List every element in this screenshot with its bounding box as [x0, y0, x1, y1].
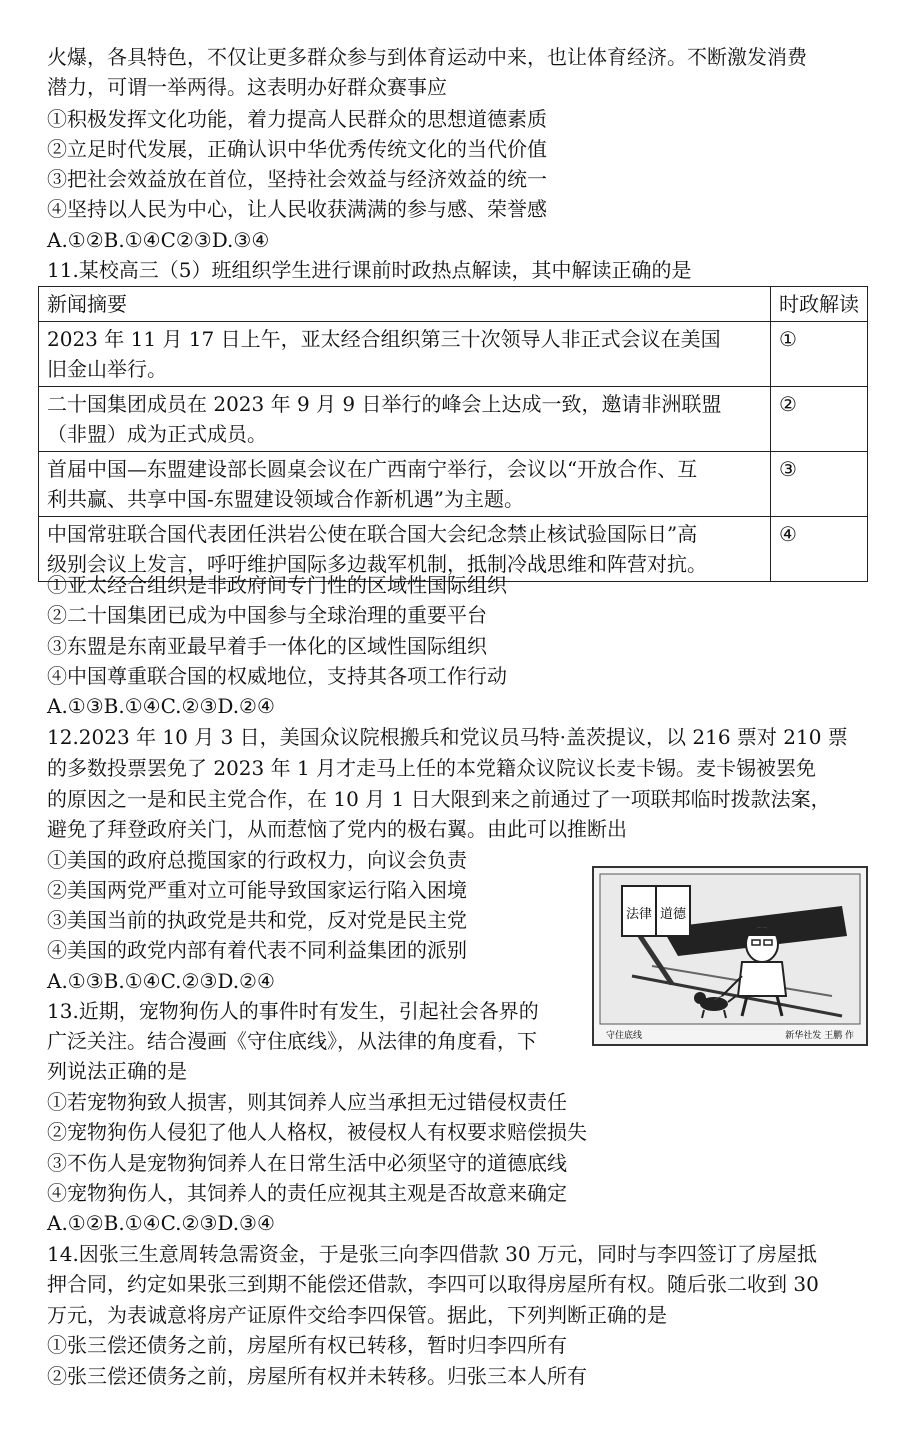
- q14-line-3: 万元，为表诚意将房产证原件交给李四保管。据此，下列判断正确的是: [47, 1303, 667, 1327]
- q13-line-3: 列说法正确的是: [47, 1059, 187, 1083]
- news-line: 级别会议上发言，呼吁维护国际多边裁军机制，抵制冷战思维和阵营对抗。: [47, 552, 707, 576]
- table-row: [39, 322, 868, 387]
- q11-stem: 11.某校高三（5）班组织学生进行课前时政热点解读，其中解读正确的是: [47, 258, 692, 282]
- news-line: 二十国集团成员在 2023 年 9 月 9 日举行的峰会上达成一致，邀请非洲联盟: [47, 392, 722, 416]
- q14-line-1: 14.因张三生意周转急需资金，于是张三向李四借款 30 万元，同时与李四签订了房屋抵: [47, 1242, 817, 1266]
- q12-option-1: ①美国的政府总揽国家的行政权力，向议会负责: [47, 848, 467, 872]
- q13-option-4: ④宠物狗伤人，其饲养人的责任应视其主观是否故意来确定: [47, 1181, 567, 1205]
- intro-option-4: ④坚持以人民为中心，让人民收获满满的参与感、荣誉感: [47, 197, 547, 221]
- header-news: 新闻摘要: [39, 287, 771, 322]
- q14-option-1: ①张三偿还债务之前，房屋所有权已转移，暂时归李四所有: [47, 1333, 567, 1357]
- cartoon-caption: 守住底线: [606, 1031, 643, 1041]
- table-row: [39, 452, 868, 517]
- reading-number: ③: [771, 452, 868, 517]
- q11-option-4: ④中国尊重联合国的权威地位，支持其各项工作行动: [47, 664, 507, 688]
- cartoon-image: [592, 866, 868, 1046]
- q14-line-2: 押合同，约定如果张三到期不能偿还借款，李四可以取得房屋所有权。随后张二收到 30: [47, 1272, 819, 1296]
- news-cell: [39, 452, 771, 517]
- q13-line-2: 广泛关注。结合漫画《守住底线》，从法律的角度看，下: [47, 1029, 537, 1053]
- reading-number: ②: [771, 387, 868, 452]
- q12-line-3: 的原因之一是和民主党合作，在 10 月 1 日大限到来之前通过了一项联邦临时拨款法案，: [47, 787, 831, 811]
- news-line: 中国常驻联合国代表团任洪岩公使在联合国大会纪念禁止核试验国际日”高: [47, 522, 698, 546]
- table-row: [39, 387, 868, 452]
- q13-line-1: 13.近期，宠物狗伤人的事件时有发生，引起社会各界的: [47, 999, 539, 1023]
- book-label-morality: 道德: [659, 907, 687, 922]
- q11-option-2: ②二十国集团已成为中国参与全球治理的重要平台: [47, 603, 487, 627]
- book-label-law: 法律: [625, 907, 653, 922]
- cartoon-credit: 新华社发 王鹏 作: [785, 1031, 854, 1041]
- q12-line-2: 的多数投票罢免了 2023 年 1 月才走马上任的本党籍众议院议长麦卡锡。麦卡锡被罢免: [47, 756, 817, 780]
- q12-choices: A.①③B.①④C.②③D.②④: [47, 969, 275, 993]
- intro-option-3: ③把社会效益放在首位，坚持社会效益与经济效益的统一: [47, 167, 547, 191]
- q13-option-2: ②宠物狗伤人侵犯了他人人格权，被侵权人有权要求赔偿损失: [47, 1120, 587, 1144]
- q12-option-2: ②美国两党严重对立可能导致国家运行陷入困境: [47, 878, 467, 902]
- reading-number: ①: [771, 322, 868, 387]
- q14-option-2: ②张三偿还债务之前，房屋所有权并未转移。归张三本人所有: [47, 1364, 587, 1388]
- intro-option-1: ①积极发挥文化功能，着力提高人民群众的思想道德素质: [47, 107, 547, 131]
- news-table: [38, 286, 868, 582]
- news-cell: [39, 387, 771, 452]
- news-line: 旧金山举行。: [47, 357, 167, 381]
- table-header-row: [39, 287, 868, 322]
- news-line: （非盟）成为正式成员。: [47, 422, 267, 446]
- q12-option-4: ④美国的政党内部有着代表不同利益集团的派别: [47, 938, 467, 962]
- cartoon-illustration: [592, 866, 868, 1046]
- news-cell: [39, 322, 771, 387]
- q12-line-4: 避免了拜登政府关门，从而惹恼了党内的极右翼。由此可以推断出: [47, 817, 627, 841]
- q13-choices: A.①②B.①④C.②③D.③④: [47, 1211, 275, 1235]
- book-icon: [622, 886, 690, 936]
- q13-option-1: ①若宠物狗致人损害，则其饲养人应当承担无过错侵权责任: [47, 1090, 567, 1114]
- news-line: 2023 年 11 月 17 日上午，亚太经合组织第三十次领导人非正式会议在美国: [47, 327, 721, 351]
- intro-choices: A.①②B.①④C②③D.③④: [47, 228, 270, 252]
- intro-option-2: ②立足时代发展，正确认识中华优秀传统文化的当代价值: [47, 137, 547, 161]
- q11-option-3: ③东盟是东南亚最早着手一体化的区域性国际组织: [47, 634, 487, 658]
- q11-option-1: ①亚太经合组织是非政府间专门性的区域性国际组织: [47, 573, 507, 597]
- q11-choices: A.①③B.①④C.②③D.②④: [47, 694, 275, 718]
- reading-number: ④: [771, 517, 868, 582]
- q12-option-3: ③美国当前的执政党是共和党，反对党是民主党: [47, 908, 467, 932]
- q12-line-1: 12.2023 年 10 月 3 日，美国众议院根搬兵和党议员马特·盖茨提议，以 216 票对 210 票: [47, 725, 848, 749]
- intro-line-2: 潜力，可谓一举两得。这表明办好群众赛事应: [47, 75, 447, 99]
- q13-option-3: ③不伤人是宠物狗饲养人在日常生活中必须坚守的道德底线: [47, 1151, 567, 1175]
- news-line: 利共赢、共享中国-东盟建设领域合作新机遇”为主题。: [47, 487, 524, 511]
- header-reading: 时政解读: [771, 287, 868, 322]
- news-line: 首届中国—东盟建设部长圆桌会议在广西南宁举行，会议以“开放合作、互: [47, 457, 698, 481]
- intro-line-1: 火爆，各具特色，不仅让更多群众参与到体育运动中来，也让体育经济。不断激发消费: [47, 45, 807, 69]
